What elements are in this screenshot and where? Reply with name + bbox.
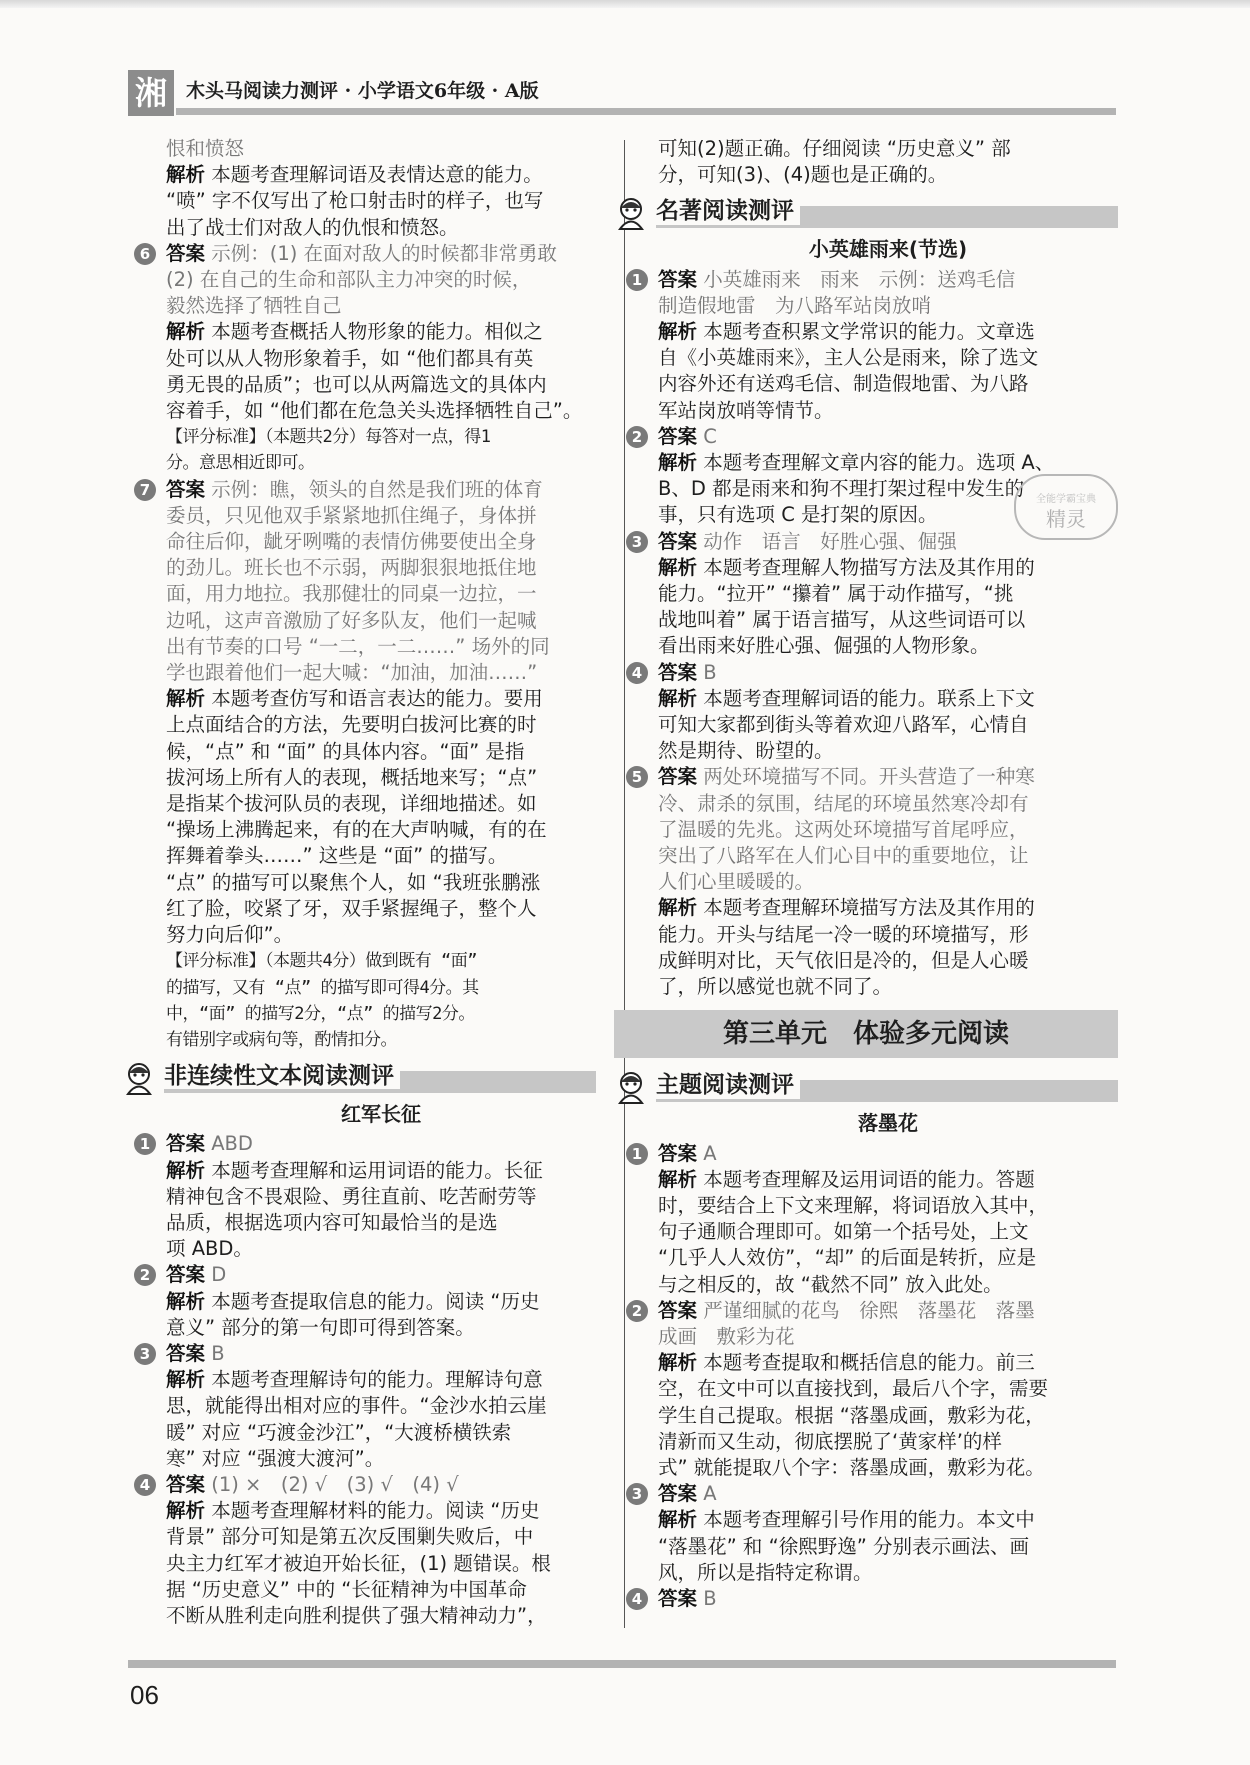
answer-text: 成画 敷彩为花 xyxy=(658,1324,795,1348)
analysis-line xyxy=(658,1219,1118,1245)
analysis-text: 句子通顺合理即可。如第一个括号处，上文 xyxy=(658,1220,1029,1244)
analysis-text: 本题考查理解材料的能力。阅读 “历史 xyxy=(211,1499,540,1523)
analysis-line xyxy=(658,345,1118,371)
answer-text: D xyxy=(211,1263,227,1287)
answer-line xyxy=(631,1298,1118,1324)
analysis-text: 背景” 部分可知是第五次反围剿失败后，中 xyxy=(166,1525,534,1549)
q7-analysis-line: “操场上沸腾起来，有的在大声呐喊，有的在 xyxy=(166,818,547,842)
article-title: 落墨花 xyxy=(858,1111,918,1136)
analysis-text: 本题考查理解和运用词语的能力。长征 xyxy=(211,1158,543,1182)
analysis-label: 解析 xyxy=(658,686,698,710)
analysis-line xyxy=(658,607,1118,633)
answer-text: (1) × (2) √ (3) √ (4) √ xyxy=(211,1472,459,1496)
analysis-line xyxy=(166,1577,596,1603)
answer-line xyxy=(658,791,1118,817)
analysis-text: 了，所以感觉也就不同了。 xyxy=(658,975,893,999)
analysis-line xyxy=(658,319,1118,345)
analysis-label: 解析 xyxy=(658,896,698,920)
answer-label: 答案 xyxy=(166,1132,206,1156)
q6-analysis-line: 处可以从人物形象着手，如 “他们都具有英 xyxy=(166,346,534,370)
question-number-3: 3 xyxy=(134,1343,156,1365)
question-number-2: 2 xyxy=(134,1264,156,1286)
analysis-line xyxy=(658,712,1118,738)
analysis-text: 本题考查理解诗句的能力。理解诗句意 xyxy=(211,1368,543,1392)
carryover-line: 可知(2)题正确。仔细阅读 “历史意义” 部 xyxy=(658,137,1011,160)
question-number-6: 6 xyxy=(134,243,156,265)
analysis-text: 能力。“拉开” “攥着” 属于动作描写，“挑 xyxy=(658,582,1014,606)
right-items-1 xyxy=(631,267,1118,1001)
analysis-line xyxy=(166,1236,596,1262)
analysis-line xyxy=(658,1376,1118,1402)
q5-analysis-line: 出了战士们对敌人的仇恨和愤怒。 xyxy=(166,215,459,239)
question-number-7: 7 xyxy=(134,479,156,501)
section-header-theme xyxy=(614,1068,1118,1106)
analysis-text: 本题考查理解词语的能力。联系上下文 xyxy=(703,686,1035,710)
answer-label: 答案 xyxy=(658,1482,698,1506)
analysis-text: 本题考查理解引号作用的能力。本文中 xyxy=(703,1508,1035,1532)
q7-analysis-line: 是指某个拔河队员的表现，详细地描述。如 xyxy=(166,792,537,816)
question-number-2: 2 xyxy=(626,1300,648,1322)
analysis-text: 事，只有选项 C 是打架的原因。 xyxy=(658,503,938,527)
analysis-line xyxy=(166,1367,596,1393)
answer-line xyxy=(631,1141,1118,1167)
q7-analysis-line: 拔河场上所有人的表现，概括地来写；“点” xyxy=(166,765,538,789)
answer-text: 动作 语言 好胜心强、倔强 xyxy=(703,529,957,553)
q7-answer-line: 出有节奏的口号 “一二，一二……” 场外的同 xyxy=(166,634,550,658)
answer-label: 答案 xyxy=(166,1263,206,1287)
question-number-1: 1 xyxy=(626,269,648,291)
analysis-line xyxy=(658,1455,1118,1481)
answer-line xyxy=(631,267,1118,293)
answer-text: 两处环境描写不同。开头营造了一种寒 xyxy=(703,765,1035,789)
answer-line xyxy=(139,1262,596,1288)
analysis-text: 与之相反的，故 “截然不同” 放入此处。 xyxy=(658,1272,1003,1296)
answer-line xyxy=(658,293,1118,319)
seal-stamp-icon xyxy=(1012,472,1120,542)
analysis-label: 解析 xyxy=(658,555,698,579)
answer-text: 突出了八路军在人们心目中的重要地位，让 xyxy=(658,844,1029,868)
answer-text: ABD xyxy=(211,1132,253,1156)
analysis-line xyxy=(658,555,1118,581)
analysis-text: 思，就能得出相对应的事件。“金沙水拍云崖 xyxy=(166,1394,547,1418)
answer-label: 答案 xyxy=(658,267,698,291)
analysis-text: 学生自己提取。根据 “落墨成画，敷彩为花， xyxy=(658,1403,1045,1427)
answer-line xyxy=(631,424,1118,450)
analysis-label: 解析 xyxy=(658,1351,698,1375)
answer-label: 答案 xyxy=(658,529,698,553)
analysis-line xyxy=(166,1158,596,1184)
analysis-text: 据 “历史意义” 中的 “长征精神为中国革命 xyxy=(166,1577,527,1601)
answer-text: B xyxy=(703,660,717,684)
scoring-criteria: 的描写，又有 “点” 的描写即可得4分。其 xyxy=(166,977,479,998)
q7-answer-line: 命往后仰，龇牙咧嘴的表情仿佛要使出全身 xyxy=(166,530,537,554)
answer-label: 答案 xyxy=(166,1341,206,1365)
analysis-text: 内容外还有送鸡毛信、制造假地雷、为八路 xyxy=(658,372,1029,396)
analysis-line xyxy=(658,1403,1118,1429)
q7-answer-line: 的劲儿。班长也不示弱，两脚狠狠地抵住地 xyxy=(166,556,537,580)
q7-answer-line: 学也跟着他们一起大喊：“加油，加油……” xyxy=(166,661,538,685)
stamp-small-text: 全能学霸宝典 xyxy=(1036,494,1096,505)
question-number-5: 5 xyxy=(626,766,648,788)
scoring-criteria: 分。意思相近即可。 xyxy=(166,453,315,474)
analysis-text: B、D 都是雨来和狗不理打架过程中发生的 xyxy=(658,477,1025,501)
analysis-text: 精神包含不畏艰险、勇往直前、吃苦耐劳等 xyxy=(166,1184,537,1208)
article-title: 红军长征 xyxy=(341,1102,421,1127)
answer-label: 答案 xyxy=(658,424,698,448)
answer-line xyxy=(631,660,1118,686)
q6-analysis-line: 解析 本题考查概括人物形象的能力。相似之 xyxy=(166,320,543,344)
q7-analysis-line: “点” 的描写可以聚焦个人，如 “我班张鹏涨 xyxy=(166,870,541,894)
analysis-text: 可知大家都到街头等着欢迎八路军，心情自 xyxy=(658,713,1029,737)
header-rule xyxy=(176,108,1116,115)
q7-analysis-line: 候，“点” 和 “面” 的具体内容。“面” 是指 xyxy=(166,739,525,763)
answer-text: B xyxy=(211,1341,225,1365)
analysis-text: 战地叫着” 属于语言描写，从这些词语可以 xyxy=(658,608,1026,632)
analysis-label: 解析 xyxy=(166,1368,206,1392)
answer-line xyxy=(658,817,1118,843)
analysis-line xyxy=(658,974,1118,1000)
analysis-text: “几乎人人效仿”，“却” 的后面是转折，应是 xyxy=(658,1246,1037,1270)
question-number-4: 4 xyxy=(626,1588,648,1610)
page-header xyxy=(128,68,1116,116)
analysis-text: 暖” 对应 “巧渡金沙江”，“大渡桥横铁索 xyxy=(166,1420,512,1444)
analysis-label: 解析 xyxy=(166,1499,206,1523)
analysis-line xyxy=(658,1429,1118,1455)
analysis-line xyxy=(166,1446,596,1472)
analysis-line xyxy=(658,1507,1118,1533)
analysis-line xyxy=(166,1420,596,1446)
answer-line xyxy=(139,1472,596,1498)
analysis-text: 清新而又生动，彻底摆脱了‘黄家样’的样 xyxy=(658,1429,1002,1453)
q7-answer-line: 7 答案 示例：瞧，领头的自然是我们班的体育 xyxy=(166,477,596,503)
analysis-text: 不断从胜利走向胜利提供了强大精神动力”， xyxy=(166,1603,547,1627)
analysis-text: 空，在文中可以直接找到，最后八个字，需要 xyxy=(658,1377,1049,1401)
analysis-text: 意义” 部分的第一句即可得到答案。 xyxy=(166,1315,475,1339)
analysis-line xyxy=(658,1245,1118,1271)
question-number-1: 1 xyxy=(134,1133,156,1155)
reader-avatar-icon xyxy=(614,196,648,230)
page-number: 06 xyxy=(130,1680,159,1710)
book-title: 木头马阅读力测评 · 小学语文6年级 · A版 xyxy=(186,80,539,102)
analysis-line xyxy=(166,1210,596,1236)
analysis-text: 央主力红军才被迫开始长征，(1) 题错误。根 xyxy=(166,1551,551,1575)
scan-edge xyxy=(0,0,1250,8)
answer-text: 人们心里暖暖的。 xyxy=(658,870,815,894)
analysis-label: 解析 xyxy=(658,1508,698,1532)
section-header-noncontinuous xyxy=(122,1059,596,1097)
analysis-line xyxy=(658,738,1118,764)
right-items-2 xyxy=(631,1141,1118,1613)
analysis-label: 解析 xyxy=(166,687,206,711)
answer-label: 答案 xyxy=(166,241,206,265)
analysis-line xyxy=(658,371,1118,397)
analysis-text: 时，要结合上下文来理解，将词语放入其中， xyxy=(658,1193,1049,1217)
q7-answer-line: 委员，只见他双手紧紧地抓住绳子，身体拼 xyxy=(166,503,537,527)
analysis-label: 解析 xyxy=(166,1289,206,1313)
analysis-label: 解析 xyxy=(658,320,698,344)
analysis-line xyxy=(658,398,1118,424)
analysis-text: 项 ABD。 xyxy=(166,1237,253,1261)
question-number-1: 1 xyxy=(626,1143,648,1165)
region-badge: 湘 xyxy=(128,70,174,116)
q5-answer-tail: 恨和愤怒 xyxy=(166,137,245,160)
analysis-text: 本题考查理解环境描写方法及其作用的 xyxy=(703,896,1035,920)
q6-analysis-line: 勇无畏的品质”；也可以从两篇选文的具体内 xyxy=(166,372,547,396)
analysis-line xyxy=(658,922,1118,948)
q6-answer-line: 毅然选择了牺牲自己 xyxy=(166,294,342,318)
analysis-line xyxy=(166,1289,596,1315)
answer-line xyxy=(631,1586,1118,1612)
q5-analysis-line: “喷” 字不仅写出了枪口射击时的样子，也写 xyxy=(166,189,544,213)
analysis-line xyxy=(658,686,1118,712)
section-header-classics xyxy=(614,194,1118,232)
question-number-3: 3 xyxy=(626,1483,648,1505)
analysis-label: 解析 xyxy=(658,1167,698,1191)
analysis-text: 本题考查理解人物描写方法及其作用的 xyxy=(703,555,1035,579)
reader-avatar-icon xyxy=(614,1070,648,1104)
analysis-line xyxy=(166,1184,596,1210)
article-title: 小英雄雨来(节选) xyxy=(808,237,968,262)
answer-text: A xyxy=(703,1141,717,1165)
analysis-line xyxy=(166,1603,596,1629)
analysis-line xyxy=(166,1315,596,1341)
section-title: 非连续性文本阅读测评 xyxy=(164,1063,400,1089)
analysis-text: 成鲜明对比，天气依旧是冷的，但是人心暖 xyxy=(658,948,1029,972)
left-column xyxy=(139,136,596,1629)
analysis-line xyxy=(658,633,1118,659)
analysis-line xyxy=(658,1350,1118,1376)
analysis-line xyxy=(658,1560,1118,1586)
column-divider xyxy=(624,140,625,1628)
left-items xyxy=(139,1131,596,1629)
answer-line xyxy=(658,869,1118,895)
analysis-line xyxy=(658,948,1118,974)
reader-avatar-icon xyxy=(122,1061,156,1095)
question-number-2: 2 xyxy=(626,426,648,448)
answer-label: 答案 xyxy=(166,1472,206,1496)
answer-label: 答案 xyxy=(658,765,698,789)
answer-text: 小英雄雨来 雨来 示例：送鸡毛信 xyxy=(703,267,1016,291)
q7-analysis-line: 解析 本题考查仿写和语言表达的能力。要用 xyxy=(166,687,543,711)
analysis-line xyxy=(658,1272,1118,1298)
q7-answer-line: 面，用力地拉。我那健壮的同桌一边拉，一 xyxy=(166,582,537,606)
answer-label: 答案 xyxy=(166,477,206,501)
scoring-criteria: 【评分标准】（本题共4分）做到既有 “面” xyxy=(166,951,477,972)
section-title: 主题阅读测评 xyxy=(656,1072,800,1098)
question-number-4: 4 xyxy=(134,1474,156,1496)
answer-text: 冷、肃杀的氛围，结尾的环境虽然寒冷却有 xyxy=(658,791,1029,815)
answer-text: A xyxy=(703,1482,717,1506)
answer-label: 答案 xyxy=(658,1586,698,1610)
answer-text: 严谨细腻的花鸟 徐熙 落墨花 落墨 xyxy=(703,1298,1035,1322)
footer-rule xyxy=(128,1660,1116,1668)
answer-line xyxy=(139,1341,596,1367)
q6-analysis-line: 容着手，如 “他们都在危急关头选择牺牲自己”。 xyxy=(166,399,583,423)
unit-title: 第三单元 体验多元阅读 xyxy=(614,1010,1118,1058)
q7-analysis-line: 上点面结合的方法，先要明白拔河比赛的时 xyxy=(166,713,537,737)
answer-line xyxy=(139,1131,596,1157)
question-number-4: 4 xyxy=(626,662,648,684)
analysis-text: 本题考查理解文章内容的能力。选项 A、 xyxy=(703,451,1055,475)
analysis-label: 解析 xyxy=(166,1158,206,1182)
answer-line xyxy=(658,843,1118,869)
q7-analysis-line: 努力向后仰”。 xyxy=(166,923,294,947)
section-title: 名著阅读测评 xyxy=(656,198,800,224)
q7-analysis-line: 红了脸，咬紧了牙，双手紧握绳子，整个人 xyxy=(166,896,537,920)
analysis-text: 本题考查提取信息的能力。阅读 “历史 xyxy=(211,1289,540,1313)
answer-label: 答案 xyxy=(658,1298,698,1322)
answer-line xyxy=(631,764,1118,790)
scoring-criteria: 【评分标准】（本题共2分）每答对一点，得1 xyxy=(166,427,491,448)
question-number-3: 3 xyxy=(626,531,648,553)
q6-answer-line: 6 答案 示例：(1) 在面对敌人的时候都非常勇敢 xyxy=(166,241,596,267)
right-column xyxy=(631,136,1118,1612)
analysis-text: 看出雨来好胜心强、倔强的人物形象。 xyxy=(658,634,990,658)
answer-label: 答案 xyxy=(658,1141,698,1165)
answer-text: B xyxy=(703,1586,717,1610)
analysis-line xyxy=(658,1167,1118,1193)
q7-analysis-line: 挥舞着拳头……” 这些是 “面” 的描写。 xyxy=(166,844,508,868)
analysis-line xyxy=(166,1498,596,1524)
analysis-text: 式” 就能提取八个字：落墨成画，敷彩为花。 xyxy=(658,1455,1045,1479)
answer-label: 答案 xyxy=(658,660,698,684)
analysis-line xyxy=(658,1534,1118,1560)
analysis-line xyxy=(658,581,1118,607)
answer-text: 制造假地雷 为八路军站岗放哨 xyxy=(658,293,932,317)
answer-text: C xyxy=(703,424,717,448)
analysis-label: 解析 xyxy=(658,451,698,475)
q6-answer-line: (2) 在自己的生命和部队主力冲突的时候， xyxy=(166,268,532,292)
analysis-text: 品质，根据选项内容可知最恰当的是选 xyxy=(166,1210,498,1234)
q7-answer-line: 边吼，这声音激励了好多队友，他们一起喊 xyxy=(166,608,537,632)
scoring-criteria: 有错别字或病句等，酌情扣分。 xyxy=(166,1029,397,1050)
answer-line xyxy=(658,1324,1118,1350)
q5-analysis-line: 解析 本题考查理解词语及表情达意的能力。 xyxy=(166,163,543,187)
analysis-text: 寒” 对应 “强渡大渡河”。 xyxy=(166,1446,385,1470)
analysis-line xyxy=(166,1524,596,1550)
analysis-text: 本题考查积累文学常识的能力。文章选 xyxy=(703,320,1035,344)
analysis-line xyxy=(166,1551,596,1577)
analysis-text: 军站岗放哨等情节。 xyxy=(658,398,834,422)
analysis-text: 本题考查提取和概括信息的能力。前三 xyxy=(703,1351,1035,1375)
analysis-line xyxy=(658,895,1118,921)
answer-text: 了温暖的先兆。这两处环境描写首尾呼应， xyxy=(658,817,1029,841)
carryover-line: 分，可知(3)、(4)题也是正确的。 xyxy=(658,163,948,187)
analysis-text: 自《小英雄雨来》，主人公是雨来，除了选文 xyxy=(658,346,1039,370)
scoring-criteria: 中，“面” 的描写2分，“点” 的描写2分。 xyxy=(166,1003,475,1024)
analysis-text: 风，所以是指特定称谓。 xyxy=(658,1560,873,1584)
analysis-label: 解析 xyxy=(166,163,206,187)
analysis-text: 本题考查理解及运用词语的能力。答题 xyxy=(703,1167,1035,1191)
analysis-text: 能力。开头与结尾一冷一暖的环境描写，形 xyxy=(658,922,1029,946)
analysis-text: “落墨花” 和 “徐熙野逸” 分别表示画法、画 xyxy=(658,1534,1030,1558)
answer-line xyxy=(631,1481,1118,1507)
analysis-line xyxy=(658,1193,1118,1219)
analysis-label: 解析 xyxy=(166,320,206,344)
analysis-text: 然是期待、盼望的。 xyxy=(658,739,834,763)
stamp-text: 精灵 xyxy=(1046,507,1086,531)
analysis-line xyxy=(166,1393,596,1419)
